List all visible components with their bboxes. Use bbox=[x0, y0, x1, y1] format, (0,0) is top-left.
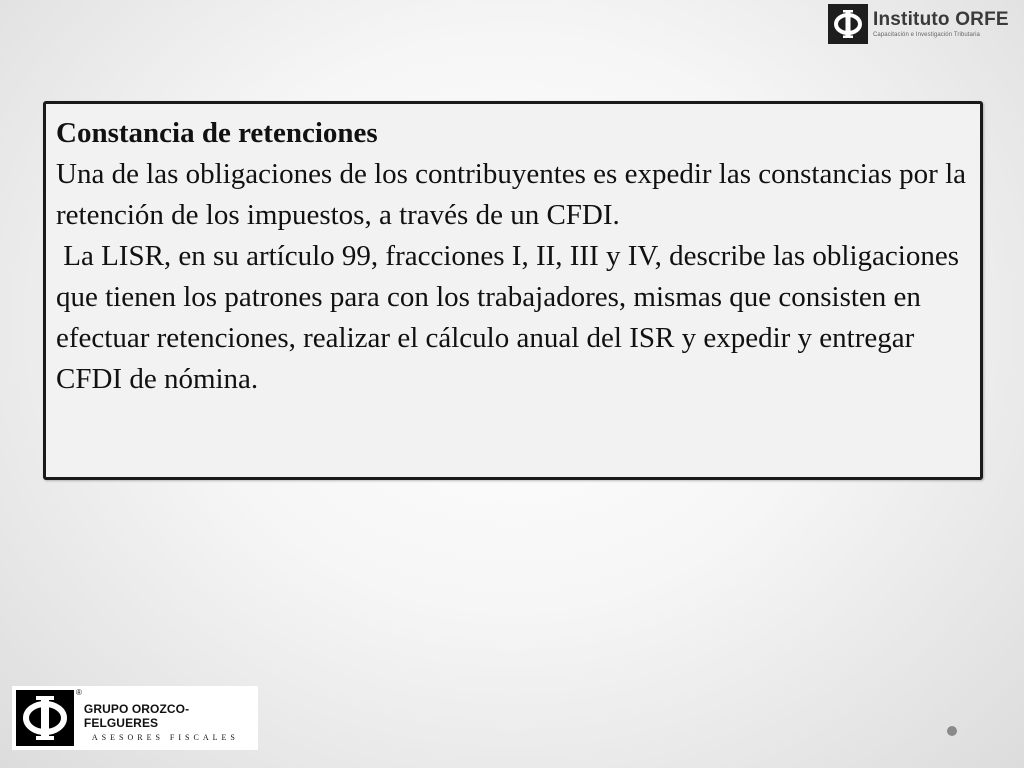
instituto-orfe-logo bbox=[828, 4, 1018, 44]
logo-tagline: Capacitación e Investigación Tributaria bbox=[873, 32, 980, 38]
slide-indicator-dot bbox=[947, 726, 957, 736]
grupo-orozco-felgueres-logo bbox=[12, 686, 258, 750]
registered-mark: ® bbox=[76, 688, 82, 697]
paragraph-1: Una de las obligaciones de los contribuyentes es expedir las constancias por la retención de los impuestos, a través de un CFDI. bbox=[56, 158, 967, 231]
slide-heading: Constancia de retenciones bbox=[56, 117, 378, 149]
phi-emblem-icon bbox=[828, 4, 868, 44]
phi-emblem-icon bbox=[16, 690, 74, 746]
logo-title: Instituto ORFE bbox=[873, 9, 1009, 30]
paragraph-2: La LISR, en su artículo 99, fracciones I, II, III y IV, describe las obligaciones que tienen los patrones para con los trabajadores, mismas que consisten en efectuar retenciones, realizar el cálculo anual del ISR y expedir y entregar CFDI de nómina. bbox=[56, 240, 967, 395]
text-box bbox=[43, 101, 983, 480]
company-tagline: ASESORES FISCALES bbox=[91, 733, 239, 742]
company-name: GRUPO OROZCO-FELGUERES bbox=[83, 702, 190, 730]
